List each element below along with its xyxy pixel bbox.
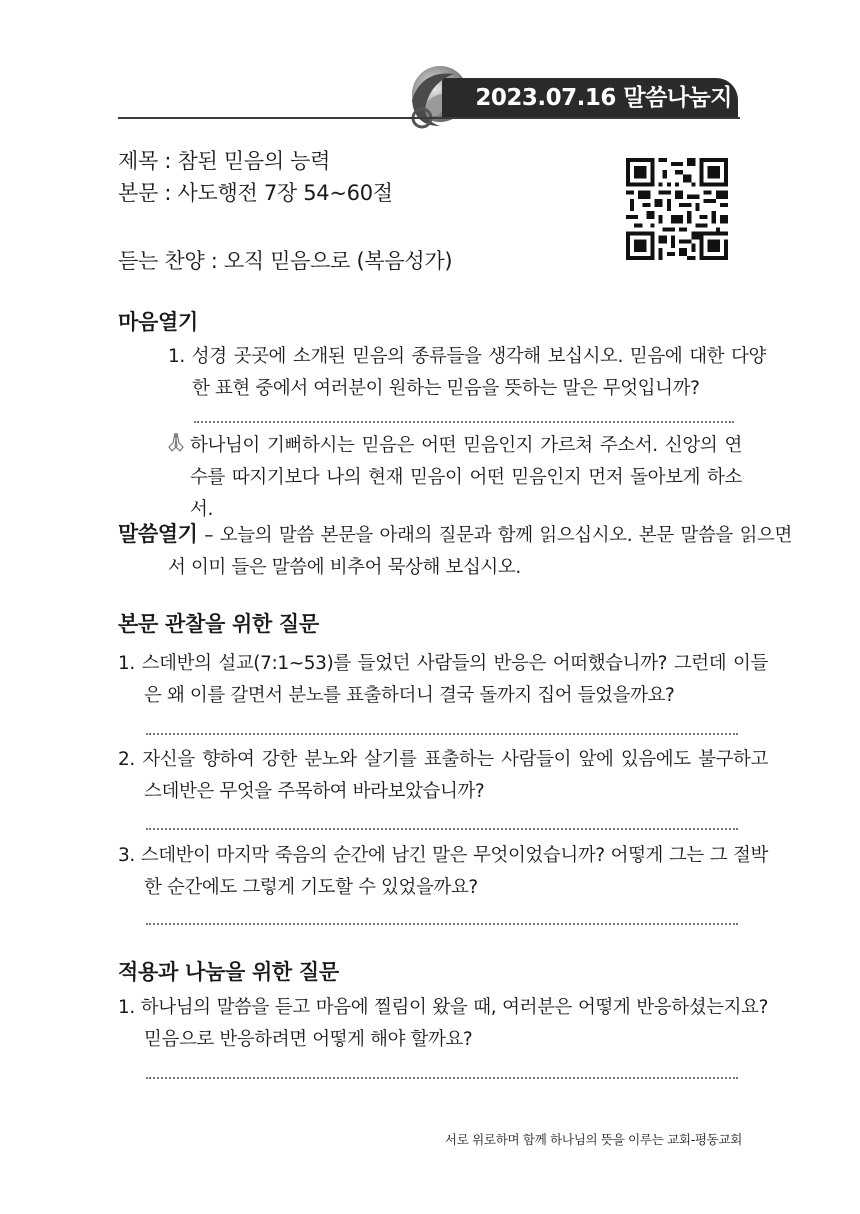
answer-line[interactable]	[146, 733, 738, 735]
application-title: 적용과 나눔을 위한 질문	[118, 960, 339, 984]
hymn-title: 듣는 찬양 : 오직 믿음으로 (복음성가)	[118, 249, 453, 273]
answer-line[interactable]	[194, 421, 734, 423]
observation-question-3: 3. 스데반이 마지막 죽음의 순간에 남긴 말은 무엇이었습니까? 어떻게 그는 그 절박한 순간에도 그렇게 기도할 수 있었을까요?	[118, 845, 768, 898]
footer-motto: 서로 위로하며 함께 하나님의 뜻을 이루는 교회-평동교회	[444, 1132, 742, 1147]
praying-hands-icon	[166, 431, 186, 453]
open-word-title: 말씀열기	[118, 522, 198, 546]
open-word-block	[118, 518, 792, 584]
answer-line[interactable]	[146, 828, 738, 830]
answer-line[interactable]	[146, 1077, 738, 1079]
open-word-text: – 오늘의 말씀 본문을 아래의 질문과 함께 읽으십시오. 본문 말씀을 읽으면서 이미 들은 말씀에 비추어 묵상해 보십시오.	[168, 525, 792, 578]
open-heart-question: 1. 성경 곳곳에 소개된 믿음의 종류들을 생각해 보십시오. 믿음에 대한 다양한 표현 중에서 여러분이 원하는 믿음을 뜻하는 말은 무엇입니까?	[168, 346, 766, 399]
header-divider	[118, 117, 740, 119]
observation-title: 본문 관찰을 위한 질문	[118, 612, 319, 636]
answer-line[interactable]	[146, 923, 738, 925]
sermon-title: 제목 : 참된 믿음의 능력	[118, 149, 331, 173]
date-title: 2023.07.16 말씀나눔지	[475, 85, 732, 111]
observation-question-1: 1. 스데반의 설교(7:1~53)를 들었던 사람들의 반응은 어떠했습니까? 그런데 이들은 왜 이를 갈면서 분노를 표출하더니 결국 돌까지 집어 들었을까요?	[118, 653, 768, 706]
observation-question-2: 2. 자신을 향하여 강한 분노와 살기를 표출하는 사람들이 앞에 있음에도 불구하고 스데반은 무엇을 주목하여 바라보았습니까?	[118, 749, 768, 802]
page-header	[0, 0, 860, 140]
open-heart-title: 마음열기	[118, 310, 198, 334]
application-question-1: 1. 하나님의 말씀을 듣고 마음에 찔림이 왔을 때, 여러분은 어떻게 반응하셨는지요? 믿음으로 반응하려면 어떻게 해야 할까요?	[118, 997, 768, 1050]
opening-prayer: 하나님이 기뻐하시는 믿음은 어떤 믿음인지 가르쳐 주소서. 신앙의 연수를 따지기보다 나의 현재 믿음이 어떤 믿음인지 먼저 돌아보게 하소서.	[190, 435, 742, 520]
scripture-reference: 본문 : 사도행전 7장 54~60절	[118, 181, 393, 205]
qr-code-icon[interactable]	[626, 158, 728, 260]
